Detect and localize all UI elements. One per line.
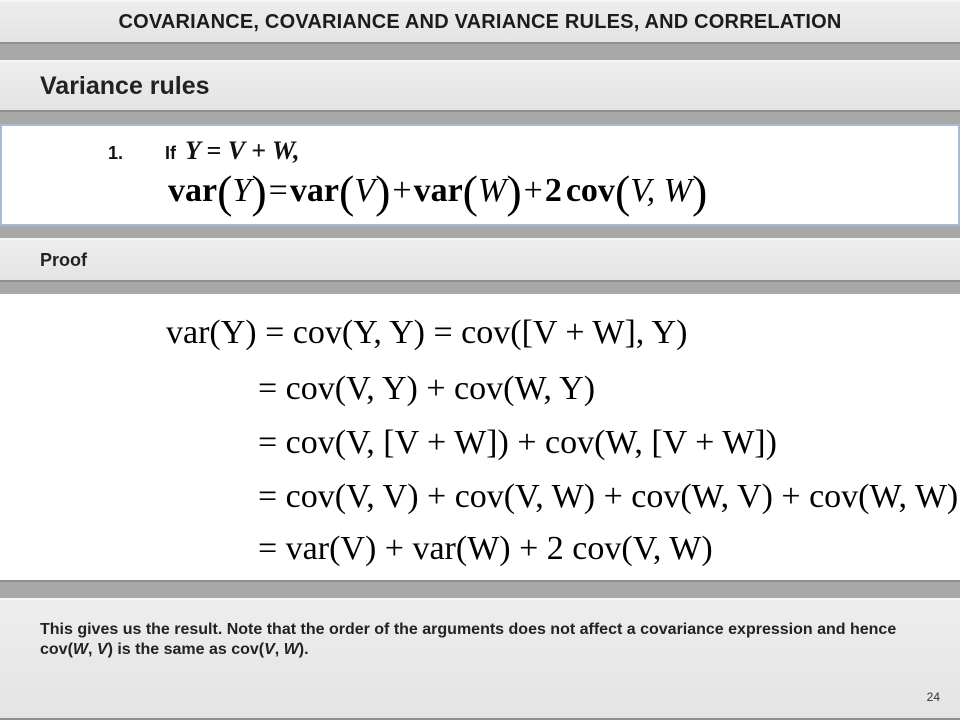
formula-token: ) <box>375 166 391 217</box>
rule-if-word: If <box>165 143 176 163</box>
note-text: ). <box>298 641 309 658</box>
note-variable: W <box>72 641 89 658</box>
conclusion-text <box>40 620 920 660</box>
formula-token: ( <box>462 166 478 217</box>
note-variable: V <box>264 641 275 658</box>
formula-token: V <box>354 172 376 209</box>
formula-token: var <box>289 172 339 209</box>
formula-token: var <box>168 172 218 209</box>
formula-token: ) <box>251 166 267 217</box>
note-text: This gives us the result. Note that the order of the arguments does not affect a covariance expression and hence cov( <box>40 621 897 658</box>
proof-line: = cov(V, Y) + cov(W, Y) <box>258 370 596 407</box>
note-text: , <box>88 641 97 658</box>
rule-formula <box>168 166 708 217</box>
note-variable: W <box>283 641 299 658</box>
formula-token: var <box>413 172 463 209</box>
note-box <box>0 598 960 720</box>
note-text: , <box>274 641 284 658</box>
proof-line: = cov(V, V) + cov(V, W) + cov(W, V) + cov(W, W) <box>258 478 959 515</box>
formula-token: cov <box>565 172 615 209</box>
formula-token: ) <box>506 166 522 217</box>
proof-line: var(Y) = cov(Y, Y) = cov([V + W], Y) <box>166 314 688 351</box>
proof-line: = cov(V, [V + W]) + cov(W, [V + W]) <box>258 424 777 461</box>
rule-condition-expression: Y = V + W, <box>185 136 300 165</box>
formula-token: + <box>523 172 543 209</box>
formula-token: ( <box>217 166 233 217</box>
rule-number: 1. <box>108 143 124 163</box>
proof-heading: Proof <box>40 250 87 270</box>
formula-token: V, W <box>630 172 692 209</box>
formula-token: + <box>392 172 412 209</box>
formula-token: W <box>478 172 507 209</box>
formula-token: 2 <box>544 172 562 209</box>
proof-box <box>0 294 960 582</box>
proof-heading-bar <box>0 238 960 282</box>
note-variable: V <box>96 641 108 658</box>
formula-token: ( <box>338 166 355 217</box>
proof-line: = var(V) + var(W) + 2 cov(V, W) <box>258 530 713 567</box>
page-number: 24 <box>926 690 940 704</box>
title-bar <box>0 0 960 44</box>
formula-token: ) <box>691 166 708 217</box>
section-title: Variance rules <box>40 72 210 100</box>
subtitle-bar <box>0 60 960 112</box>
note-text: ) is the same as cov( <box>107 641 265 658</box>
rule-condition <box>108 136 300 166</box>
formula-token: = <box>268 172 288 209</box>
rule-box <box>0 124 960 226</box>
slide-title: COVARIANCE, COVARIANCE AND VARIANCE RULES, AND CORRELATION <box>118 11 842 33</box>
formula-token: Y <box>232 172 252 209</box>
formula-token: ( <box>614 166 631 217</box>
